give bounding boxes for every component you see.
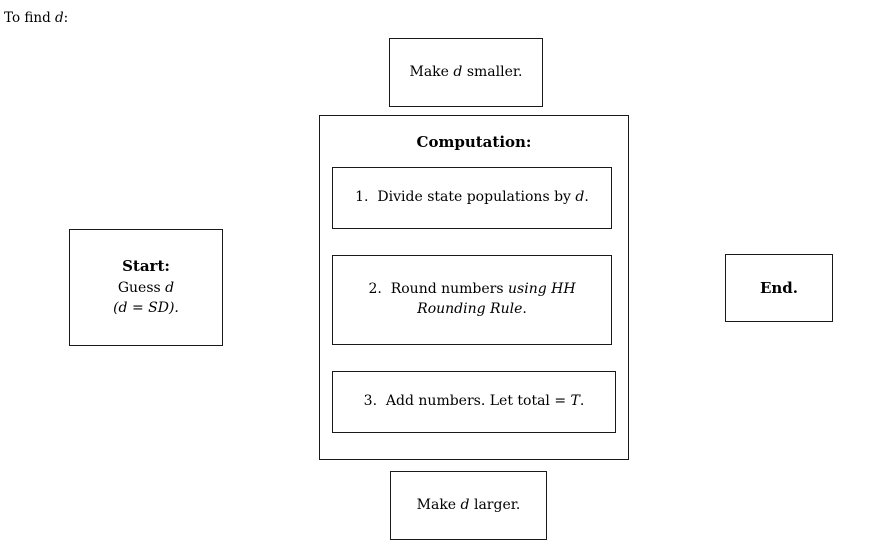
- caption-text-prefix: To find: [4, 10, 56, 26]
- make-larger-prefix: Make: [416, 497, 461, 514]
- make-smaller-label: [410, 63, 523, 82]
- make-larger-label: [417, 496, 521, 515]
- make-larger-suffix: larger.: [469, 497, 521, 514]
- step-3-text-before: Add numbers. Let total: [385, 393, 555, 410]
- step-1-variable: d: [575, 189, 585, 206]
- box-start: [69, 229, 223, 346]
- start-line-2-variable: d: [165, 280, 175, 297]
- step-1-text-before: Divide state populations by: [377, 189, 576, 206]
- start-line-2-prefix: Guess: [117, 280, 166, 297]
- step-2-text: [343, 280, 601, 319]
- step-3-text-after: .: [579, 393, 585, 410]
- step-2-emphasis: using HH Rounding Rule: [417, 281, 576, 317]
- computation-step-1: [332, 167, 612, 229]
- step-3-text: [364, 392, 585, 412]
- step-2-text-after: .: [522, 301, 527, 317]
- caption-variable: d: [55, 10, 64, 26]
- make-smaller-prefix: Make: [409, 64, 454, 81]
- diagram-caption: [4, 10, 68, 26]
- step-1-number: 1.: [355, 189, 369, 206]
- box-end: [725, 254, 833, 322]
- computation-step-2: [332, 255, 612, 345]
- make-smaller-suffix: smaller.: [462, 64, 523, 81]
- computation-step-3: [332, 371, 616, 433]
- end-label: End.: [759, 278, 799, 297]
- start-title: Start:: [122, 257, 170, 276]
- step-3-equation: = T: [554, 393, 580, 410]
- step-1-text: [355, 188, 589, 208]
- start-line-3: (d = SD).: [113, 300, 179, 317]
- computation-title: Computation:: [416, 133, 532, 151]
- step-1-text-after: .: [584, 189, 589, 206]
- step-3-number: 3.: [363, 393, 378, 410]
- start-line-2: [118, 278, 174, 298]
- make-smaller-variable: d: [453, 64, 463, 81]
- step-2-number: 2.: [368, 281, 382, 298]
- caption-text-suffix: :: [63, 10, 69, 26]
- make-larger-variable: d: [460, 497, 470, 514]
- box-make-d-smaller: [389, 38, 543, 107]
- step-2-text-before: Round numbers: [390, 281, 509, 298]
- box-make-d-larger: [390, 471, 547, 540]
